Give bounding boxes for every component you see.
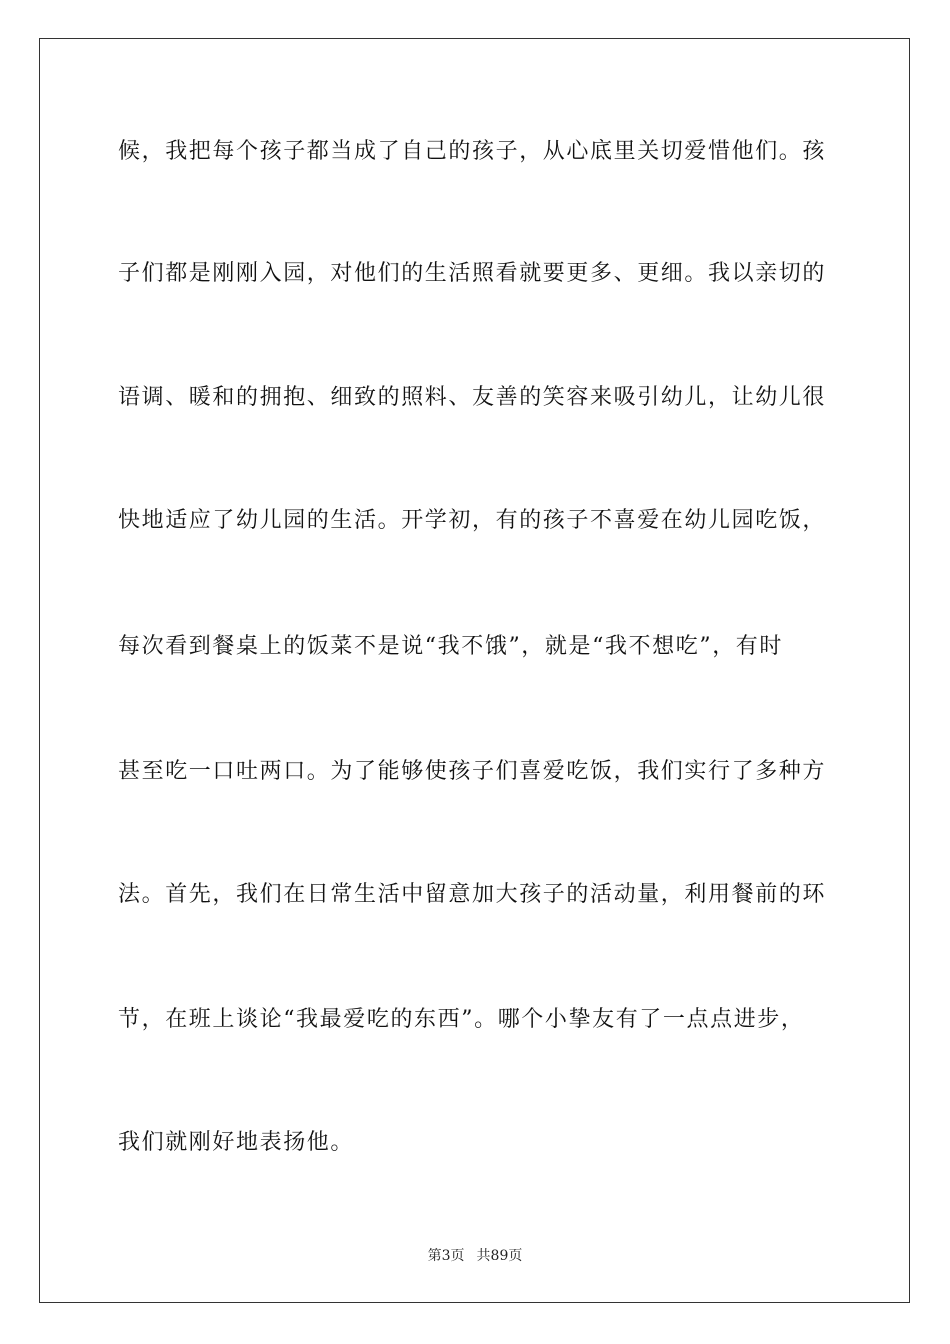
text-line-4: 快地适应了幼儿园的生活。开学初，有的孩子不喜爱在幼儿园吃饭， [118,508,827,533]
text-line-5: 每次看到餐桌上的饭菜不是说“我不饿”，就是“我不想吃”，有时 [118,634,783,659]
text-line-6: 甚至吃一口吐两口。为了能够使孩子们喜爱吃饭，我们实行了多种方 [118,759,827,784]
text-line-3: 语调、暖和的拥抱、细致的照料、友善的笑容来吸引幼儿，让幼儿很 [118,385,827,410]
text-line-9: 我们就刚好地表扬他。 [118,1130,355,1155]
total-pages-label: 共89页 [476,1248,523,1264]
page-footer [0,1246,950,1266]
text-line-8: 节，在班上谈论“我最爱吃的东西”。哪个小挚友有了一点点进步， [118,1007,805,1032]
text-line-2: 子们都是刚刚入园，对他们的生活照看就要更多、更细。我以亲切的 [118,261,827,286]
current-page-label: 第3页 [427,1248,465,1264]
page-border [39,38,910,1303]
text-line-1: 候，我把每个孩子都当成了自己的孩子，从心底里关切爱惜他们。孩 [118,139,827,164]
text-line-7: 法。首先，我们在日常生活中留意加大孩子的活动量，利用餐前的环 [118,882,827,907]
